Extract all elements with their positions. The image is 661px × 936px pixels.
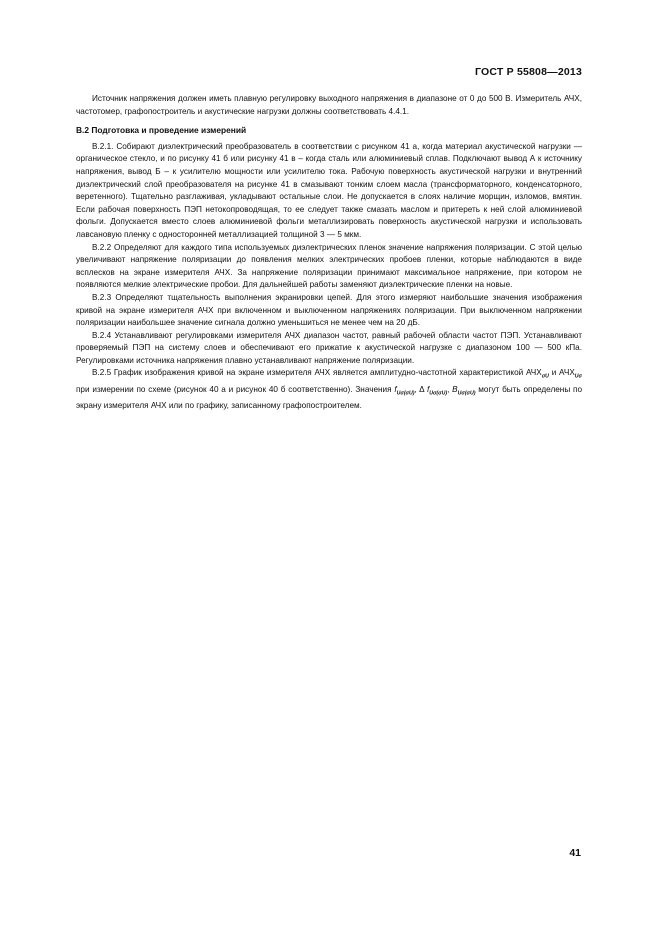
document-code: ГОСТ Р 55808—2013 — [474, 66, 582, 78]
b25-text-3: при измерении по схеме (рисунок 40 а и рисунок 40 б соответственно). Значения — [76, 384, 395, 394]
intro-paragraph: Источник напряжения должен иметь плавную регулировку выходного напряжения в диапазоне от 0 до 500 В. Измеритель АЧХ, частотомер, графопостроитель и акустические нагрузки должны соответствовать 4.4.1. — [76, 94, 582, 116]
b25-text-4: могут быть определены по экрану измерителя АЧХ или по графику, записанному графопостроителем. — [76, 384, 582, 410]
symbol-b: B — [452, 384, 458, 394]
b25-sub-2: Uσ — [574, 374, 582, 381]
paragraph-b21: В.2.1. Собирают диэлектрический преобразователь в соответствии с рисунком 41 а, когда материал акустической нагрузки — органическое стекло, и по рисунку 41 б или рисунку 41 в – когда сталь или алюминиевый сплав. Подключают вывод А к источнику напряжения, вывод Б – к усилителю мощности или усилителю тока. Рабочую поверхность акустической нагрузки и внутренний диэлектрический слой преобразователя на рисунке 41 в смазывают тонким слоем масла (трансформаторного, конденсаторного, веретенного). Тщательно разглаживая, укладывают остальные слои. Не допускается в слоях наличие морщин, изломов, вмятин. Если рабочая поверхность ПЭП нетокопроводящая, то ее следует также смазать маслом и притереть к ней слой алюминиевой фольги. Допускается вместо слоев алюминиевой фольги металлизировать поверхность акустической нагрузки и использовать лавсановую пленку с односторонней металлизацией толщиной 3 — 5 мкм. — [76, 141, 582, 239]
b25-sep-1: , Δ — [414, 384, 427, 394]
b25-sep-2: , — [447, 384, 453, 394]
b25-sub-5: Uσ(σU) — [457, 390, 476, 397]
paragraph-b22: В.2.2 Определяют для каждого типа используемых диэлектрических пленок значение напряжения поляризации. С этой целью увеличивают напряжение поляризации до появления мелких электрических пробоев пленки, которые наблюдаются в виде всплесков на экране измерителя АЧХ. За напряжение поляризации принимают максимальное напряжение, при котором не появляются мелкие электрические пробои. Для дальнейшей работы заменяют диэлектрические пленки на новые. — [76, 242, 582, 290]
b25-text-2: и АЧХ — [548, 368, 575, 378]
b25-sub-3: Uσ(σU) — [396, 390, 415, 397]
paragraph-b25 — [76, 367, 582, 412]
paragraph-b23: В.2.3 Определяют тщательность выполнения экранировки цепей. Для этого измеряют наибольшие значения изображения кривой на экране измерителя АЧХ при включенном и выключенном напряжениях поляризации. При выключенном напряжении поляризации наибольшее значение сигнала должно уменьшиться не менее чем на 20 дБ. — [76, 292, 582, 328]
page-number: 41 — [569, 847, 581, 859]
paragraph-b24: В.2.4 Устанавливают регулировками измерителя АЧХ диапазон частот, равный рабочей области частот ПЭП. Устанавливают проверяемый ПЭП на систему слоев и обеспечивают его прижатие к акустической нагрузке с диапазоном 100 — 500 кПа. Регулировками источника напряжения плавно устанавливают напряжение поляризации. — [76, 330, 582, 365]
b25-text-1: В.2.5 График изображения кривой на экране измерителя АЧХ является амплитудно-частотной характеристикой АЧХ — [92, 368, 542, 378]
b25-sub-1: σU — [541, 374, 549, 381]
symbol-delta-f: f — [426, 384, 430, 394]
document-body — [76, 93, 582, 413]
b25-sub-4: Uσ(σU) — [429, 390, 448, 397]
symbol-f: f — [394, 384, 397, 394]
section-heading: В.2 Подготовка и проведение измерений — [76, 125, 247, 136]
